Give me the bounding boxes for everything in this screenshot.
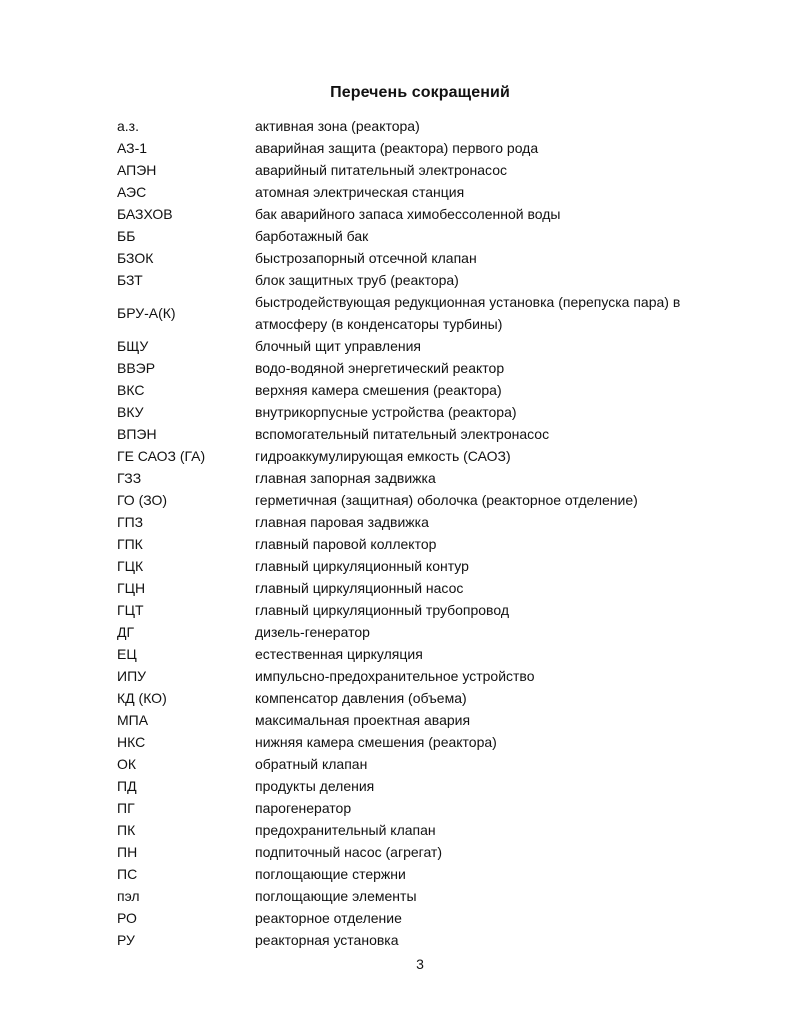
abbreviation-definition: продукты деления <box>255 778 375 794</box>
abbreviation-row <box>117 401 717 423</box>
abbreviation-row <box>117 709 717 731</box>
abbreviation-definition: главный циркуляционный трубопровод <box>255 602 509 618</box>
abbreviation-row <box>117 753 717 775</box>
abbreviation-row <box>117 577 717 599</box>
abbreviation-definition: верхняя камера смешения (реактора) <box>255 382 502 398</box>
abbreviation-term: ГЦТ <box>117 602 144 618</box>
abbreviation-definition: подпиточный насос (агрегат) <box>255 844 442 860</box>
abbreviation-row <box>117 863 717 885</box>
abbreviation-term: пэл <box>117 888 140 904</box>
abbreviation-row <box>117 841 717 863</box>
abbreviation-definition: внутрикорпусные устройства (реактора) <box>255 404 517 420</box>
abbreviation-term: ГПЗ <box>117 514 144 530</box>
abbreviation-row <box>117 599 717 621</box>
abbreviation-row <box>117 203 717 225</box>
abbreviation-term: ПД <box>117 778 137 794</box>
abbreviation-term: ГЕ САОЗ (ГА) <box>117 448 206 464</box>
abbreviation-row <box>117 137 717 159</box>
abbreviation-row <box>117 885 717 907</box>
abbreviation-definition: аварийный питательный электронасос <box>255 162 507 178</box>
abbreviation-term: ЕЦ <box>117 646 137 662</box>
abbreviation-term: ПН <box>117 844 138 860</box>
abbreviation-definition: главный циркуляционный контур <box>255 558 469 574</box>
abbreviation-row <box>117 819 717 841</box>
abbreviation-term: ББ <box>117 228 136 244</box>
abbreviation-definition: реакторное отделение <box>255 910 402 926</box>
abbreviation-term: АПЭН <box>117 162 157 178</box>
abbreviation-definition: блок защитных труб (реактора) <box>255 272 459 288</box>
abbreviation-term: ВКС <box>117 382 145 398</box>
abbreviation-definition: барботажный бак <box>255 228 369 244</box>
abbreviation-row <box>117 731 717 753</box>
abbreviation-definition: главная паровая задвижка <box>255 514 429 530</box>
abbreviation-term: ПГ <box>117 800 135 816</box>
abbreviation-term: ГО (ЗО) <box>117 492 168 508</box>
abbreviation-term: НКС <box>117 734 146 750</box>
abbreviation-row <box>117 423 717 445</box>
abbreviation-row <box>117 335 717 357</box>
abbreviation-term: ВКУ <box>117 404 144 420</box>
abbreviation-definition: естественная циркуляция <box>255 646 423 662</box>
abbreviation-row <box>117 929 717 951</box>
abbreviation-term: ДГ <box>117 624 135 640</box>
abbreviation-term: ПС <box>117 866 138 882</box>
page-title: Перечень сокращений <box>330 84 510 101</box>
abbreviation-row <box>117 533 717 555</box>
abbreviation-row <box>117 247 717 269</box>
abbreviation-row <box>117 643 717 665</box>
abbreviation-definition: реакторная установка <box>255 932 399 948</box>
abbreviation-definition: парогенератор <box>255 800 352 816</box>
abbreviation-definition: дизель-генератор <box>255 624 370 640</box>
abbreviation-term: МПА <box>117 712 149 728</box>
abbreviation-definition: компенсатор давления (объема) <box>255 690 467 706</box>
abbreviation-term: БЩУ <box>117 338 149 354</box>
abbreviation-definition: обратный клапан <box>255 756 368 772</box>
abbreviation-term: а.з. <box>117 118 139 134</box>
abbreviation-term: ПК <box>117 822 136 838</box>
abbreviation-row <box>117 291 717 335</box>
abbreviation-definition: блочный щит управления <box>255 338 421 354</box>
abbreviation-term: РО <box>117 910 137 926</box>
abbreviation-row <box>117 665 717 687</box>
abbreviation-definition: нижняя камера смешения (реактора) <box>255 734 497 750</box>
abbreviation-row <box>117 511 717 533</box>
abbreviation-row <box>117 115 717 137</box>
abbreviation-row <box>117 489 717 511</box>
abbreviation-row <box>117 379 717 401</box>
abbreviation-row <box>117 181 717 203</box>
abbreviation-row <box>117 555 717 577</box>
abbreviation-definition: максимальная проектная авария <box>255 712 471 728</box>
abbreviation-definition: аварийная защита (реактора) первого рода <box>255 140 539 156</box>
abbreviation-row <box>117 621 717 643</box>
abbreviation-term: БЗТ <box>117 272 143 288</box>
abbreviation-row <box>117 687 717 709</box>
abbreviation-term: ГПК <box>117 536 143 552</box>
abbreviation-definition: бак аварийного запаса химобессоленной воды <box>255 206 561 222</box>
abbreviation-row <box>117 445 717 467</box>
abbreviation-definition: предохранительный клапан <box>255 822 436 838</box>
abbreviation-row <box>117 797 717 819</box>
abbreviation-row <box>117 357 717 379</box>
abbreviation-row <box>117 467 717 489</box>
page-number: 3 <box>416 956 424 972</box>
abbreviation-term: АЗ-1 <box>117 140 148 156</box>
abbreviation-term: ВПЭН <box>117 426 157 442</box>
abbreviation-definition: главная запорная задвижка <box>255 470 436 486</box>
abbreviation-term: КД (КО) <box>117 690 167 706</box>
abbreviation-definition: активная зона (реактора) <box>255 118 420 134</box>
abbreviation-definition: быстрозапорный отсечной клапан <box>255 250 477 266</box>
abbreviation-definition: поглощающие стержни <box>255 866 406 882</box>
abbreviation-definition: водо-водяной энергетический реактор <box>255 360 505 376</box>
abbreviation-definition: герметичная (защитная) оболочка (реакторное отделение) <box>255 492 638 508</box>
abbreviation-definition: гидроаккумулирующая емкость (САОЗ) <box>255 448 511 464</box>
abbreviation-row <box>117 775 717 797</box>
abbreviation-definition: поглощающие элементы <box>255 888 417 904</box>
abbreviation-term: ВВЭР <box>117 360 156 376</box>
abbreviation-row <box>117 269 717 291</box>
abbreviation-term: БАЗХОВ <box>117 206 173 222</box>
abbreviation-term: АЭС <box>117 184 147 200</box>
abbreviation-term: ГЦН <box>117 580 146 596</box>
abbreviation-definition: атомная электрическая станция <box>255 184 465 200</box>
abbreviation-definition: вспомогательный питательный электронасос <box>255 426 550 442</box>
abbreviation-term: ГЦК <box>117 558 144 574</box>
abbreviation-row <box>117 907 717 929</box>
abbreviation-definition: импульсно-предохранительное устройство <box>255 668 535 684</box>
abbreviation-term: ОК <box>117 756 137 772</box>
abbreviation-row <box>117 159 717 181</box>
abbreviation-definition: главный циркуляционный насос <box>255 580 464 596</box>
abbreviation-list <box>117 115 717 951</box>
abbreviation-definition: быстродействующая редукционная установка (перепуска пара) в атмосферу (в конденсаторы турбины) <box>255 294 681 332</box>
abbreviation-term: РУ <box>117 932 135 948</box>
abbreviation-term: БЗОК <box>117 250 154 266</box>
abbreviation-row <box>117 225 717 247</box>
abbreviation-definition: главный паровой коллектор <box>255 536 437 552</box>
abbreviation-term: ИПУ <box>117 668 147 684</box>
abbreviation-term: БРУ-А(К) <box>117 305 176 321</box>
abbreviation-term: ГЗЗ <box>117 470 142 486</box>
